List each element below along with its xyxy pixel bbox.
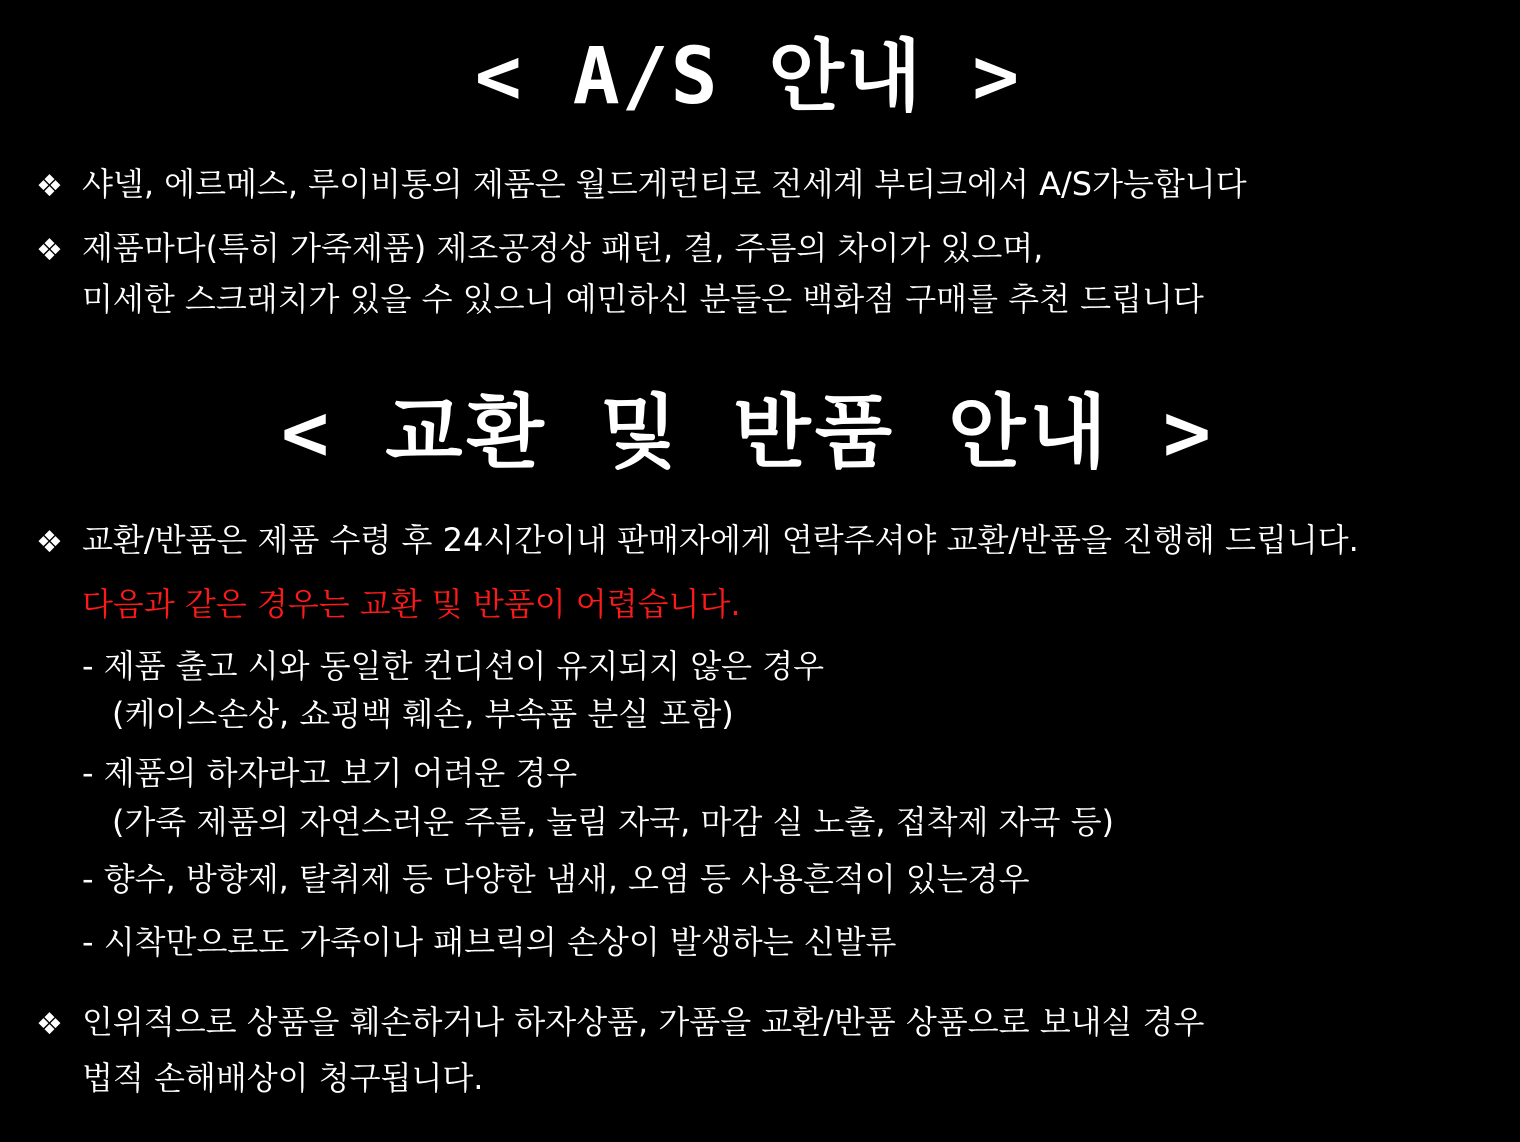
- as-product-variation-text: 제품마다(특히 가죽제품) 제조공정상 패턴, 결, 주름의 차이가 있으며,: [82, 229, 1044, 267]
- exchange-24h-policy-text: 교환/반품은 제품 수령 후 24시간이내 판매자에게 연락주셔야 교환/반품을 진행해 드립니다.: [82, 521, 1359, 559]
- case-condition-line: - 제품 출고 시와 동일한 컨디션이 유지되지 않은 경우: [82, 647, 825, 685]
- bullet-diamond-icon: ❖: [36, 1007, 63, 1042]
- as-heading: < A/S 안내 >: [474, 32, 1022, 122]
- exchange-warning-text: 다음과 같은 경우는 교환 및 반품이 어렵습니다.: [82, 585, 741, 623]
- as-department-store-recommend-text: 미세한 스크래치가 있을 수 있으니 예민하신 분들은 백화점 구매를 추천 드립니다: [82, 280, 1204, 318]
- case-defect-line: - 제품의 하자라고 보기 어려운 경우: [82, 754, 578, 792]
- case-usage-trace-line: - 향수, 방향제, 탈취제 등 다양한 냄새, 오염 등 사용흔적이 있는경우: [82, 860, 1030, 898]
- bullet-diamond-icon: ❖: [36, 525, 63, 560]
- bullet-diamond-icon: ❖: [36, 169, 63, 204]
- as-worldwide-warranty-text: 샤넬, 에르메스, 루이비통의 제품은 월드게런티로 전세계 부티크에서 A/S가능합니다: [82, 165, 1247, 203]
- bullet-diamond-icon: ❖: [36, 233, 63, 268]
- legal-compensation-line: 법적 손해배상이 청구됩니다.: [82, 1059, 484, 1097]
- legal-damage-line: 인위적으로 상품을 훼손하거나 하자상품, 가품을 교환/반품 상품으로 보내실 경우: [82, 1003, 1205, 1041]
- exchange-heading: < 교환 및 반품 안내 >: [280, 386, 1216, 479]
- case-defect-detail: (가죽 제품의 자연스러운 주름, 눌림 자국, 마감 실 노출, 접착제 자국 등): [112, 803, 1115, 841]
- case-shoes-line: - 시착만으로도 가죽이나 패브릭의 손상이 발생하는 신발류: [82, 923, 897, 961]
- case-condition-detail: (케이스손상, 쇼핑백 훼손, 부속품 분실 포함): [112, 695, 734, 733]
